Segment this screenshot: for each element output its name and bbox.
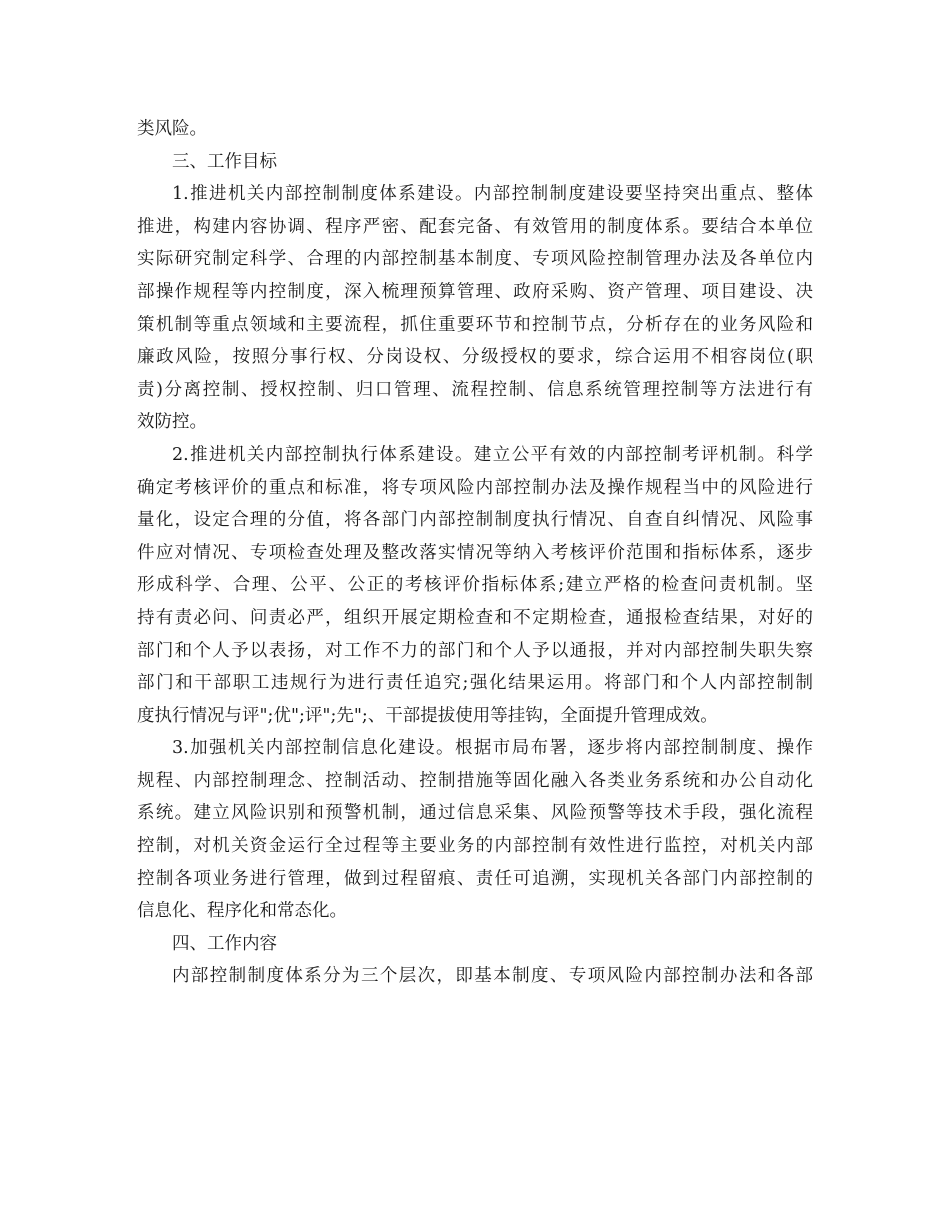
paragraph-line: 形成科学、合理、公平、公正的考核评价指标体系;建立严格的检查问责机制。坚: [137, 575, 813, 596]
section-heading-goals: 三、工作目标: [172, 151, 277, 172]
paragraph-line: 规程、内部控制理念、控制活动、控制措施等固化融入各类业务系统和办公自动化: [137, 770, 813, 791]
paragraph-line: 量化，设定合理的分值，将各部门内部控制制度执行情况、自查自纠情况、风险事: [137, 510, 813, 531]
paragraph-line: 持有责必问、问责必严，组织开展定期检查和不定期检查，通报检查结果，对好的: [137, 607, 813, 628]
paragraph-line: 责)分离控制、授权控制、归口管理、流程控制、信息系统管理控制等方法进行有: [137, 379, 813, 400]
paragraph-line: 3.加强机关内部控制信息化建设。根据市局布署，逐步将内部控制制度、操作: [172, 738, 813, 759]
paragraph-line: 部门和干部职工违规行为进行责任追究;强化结果运用。将部门和个人内部控制制: [137, 673, 813, 694]
paragraph-line: 确定考核评价的重点和标准，将专项风险内部控制办法及操作规程当中的风险进行: [137, 477, 813, 498]
paragraph-line: 度执行情况与评";优";评";先";、干部提拔使用等挂钩，全面提升管理成效。: [137, 705, 718, 726]
paragraph-line: 件应对情况、专项检查处理及整改落实情况等纳入考核评价范围和指标体系，逐步: [137, 542, 813, 563]
document-body: [137, 113, 813, 993]
paragraph-tail: 类风险。: [137, 119, 207, 139]
paragraph-line: 内部控制制度体系分为三个层次，即基本制度、专项风险内部控制办法和各部: [172, 966, 813, 987]
paragraph-line: 信息化、程序化和常态化。: [137, 901, 347, 922]
section-heading-content: 四、工作内容: [172, 933, 277, 954]
paragraph-line: 实际研究制定科学、合理的内部控制基本制度、专项风险控制管理办法及各单位内: [137, 249, 813, 270]
paragraph-line: 部操作规程等内控制度，深入梳理预算管理、政府采购、资产管理、项目建设、决: [137, 281, 813, 302]
paragraph-line: 控制，对机关资金运行全过程等主要业务的内部控制有效性进行监控，对机关内部: [137, 836, 813, 857]
paragraph-line: 部门和个人予以表扬，对工作不力的部门和个人予以通报，并对内部控制失职失察: [137, 640, 813, 661]
paragraph-line: 策机制等重点领域和主要流程，抓住重要环节和控制节点，分析存在的业务风险和: [137, 314, 813, 335]
paragraph-line: 系统。建立风险识别和预警机制，通过信息采集、风险预警等技术手段，强化流程: [137, 803, 813, 824]
paragraph-line: 控制各项业务进行管理，做到过程留痕、责任可追溯，实现机关各部门内部控制的: [137, 868, 813, 889]
paragraph-line: 效防控。: [137, 412, 207, 433]
paragraph-line: 2.推进机关内部控制执行体系建设。建立公平有效的内部控制考评机制。科学: [172, 444, 813, 465]
paragraph-line: 1.推进机关内部控制制度体系建设。内部控制制度建设要坚持突出重点、整体: [172, 184, 813, 205]
paragraph-line: 廉政风险，按照分事行权、分岗设权、分级授权的要求，综合运用不相容岗位(职: [137, 347, 813, 368]
paragraph-line: 推进，构建内容协调、程序严密、配套完备、有效管用的制度体系。要结合本单位: [137, 216, 813, 237]
